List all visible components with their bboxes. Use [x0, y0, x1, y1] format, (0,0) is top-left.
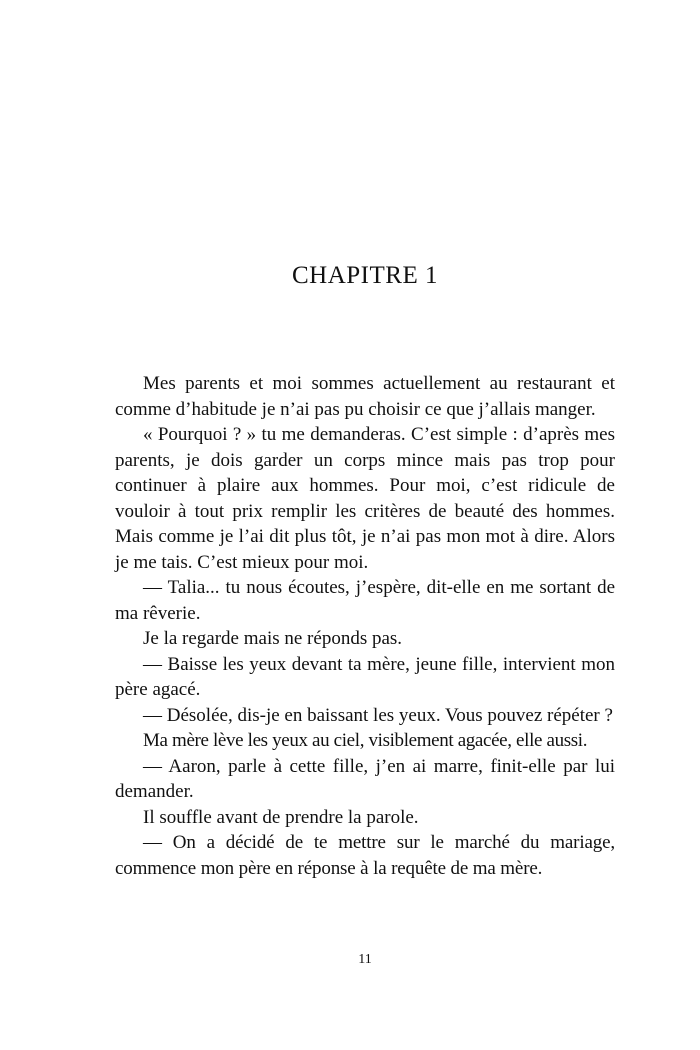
- paragraph: — Aaron, parle à cette fille, j’en ai marre, finit-elle par lui demander.: [115, 755, 615, 802]
- paragraph: Il souffle avant de prendre la parole.: [143, 806, 419, 828]
- paragraph: « Pourquoi ? » tu me demanderas. C’est simple : d’après mes parents, je dois garder un corps mince mais pas trop pour continuer à plaire aux hommes. Pour moi, c’est ridicule de vouloir à tout prix remplir les critères de beauté des hommes. Mais comme je l’ai dit plus tôt, je n’ai pas mon mot à dire. Alors je me tais. C’est mieux pour moi.: [115, 424, 615, 573]
- paragraph: Mes parents et moi sommes actuellement au restaurant et comme d’habitude je n’ai pas pu choisir ce que j’allais manger.: [115, 373, 615, 420]
- paragraph: Ma mère lève les yeux au ciel, visiblement agacée, elle aussi.: [143, 730, 588, 751]
- paragraph: — Talia... tu nous écoutes, j’espère, dit-elle en me sortant de ma rêverie.: [115, 577, 615, 624]
- chapter-title: CHAPITRE 1: [292, 262, 438, 289]
- paragraph: — On a décidé de te mettre sur le marché du mariage, commence mon père en réponse à la requête de ma mère.: [115, 832, 615, 879]
- body-text: [115, 371, 615, 881]
- paragraph: — Désolée, dis-je en baissant les yeux. Vous pouvez répéter ?: [143, 704, 613, 726]
- page-number: 11: [358, 952, 372, 967]
- paragraph: — Baisse les yeux devant ta mère, jeune fille, intervient mon père agacé.: [115, 653, 615, 700]
- paragraph: Je la regarde mais ne réponds pas.: [143, 628, 403, 649]
